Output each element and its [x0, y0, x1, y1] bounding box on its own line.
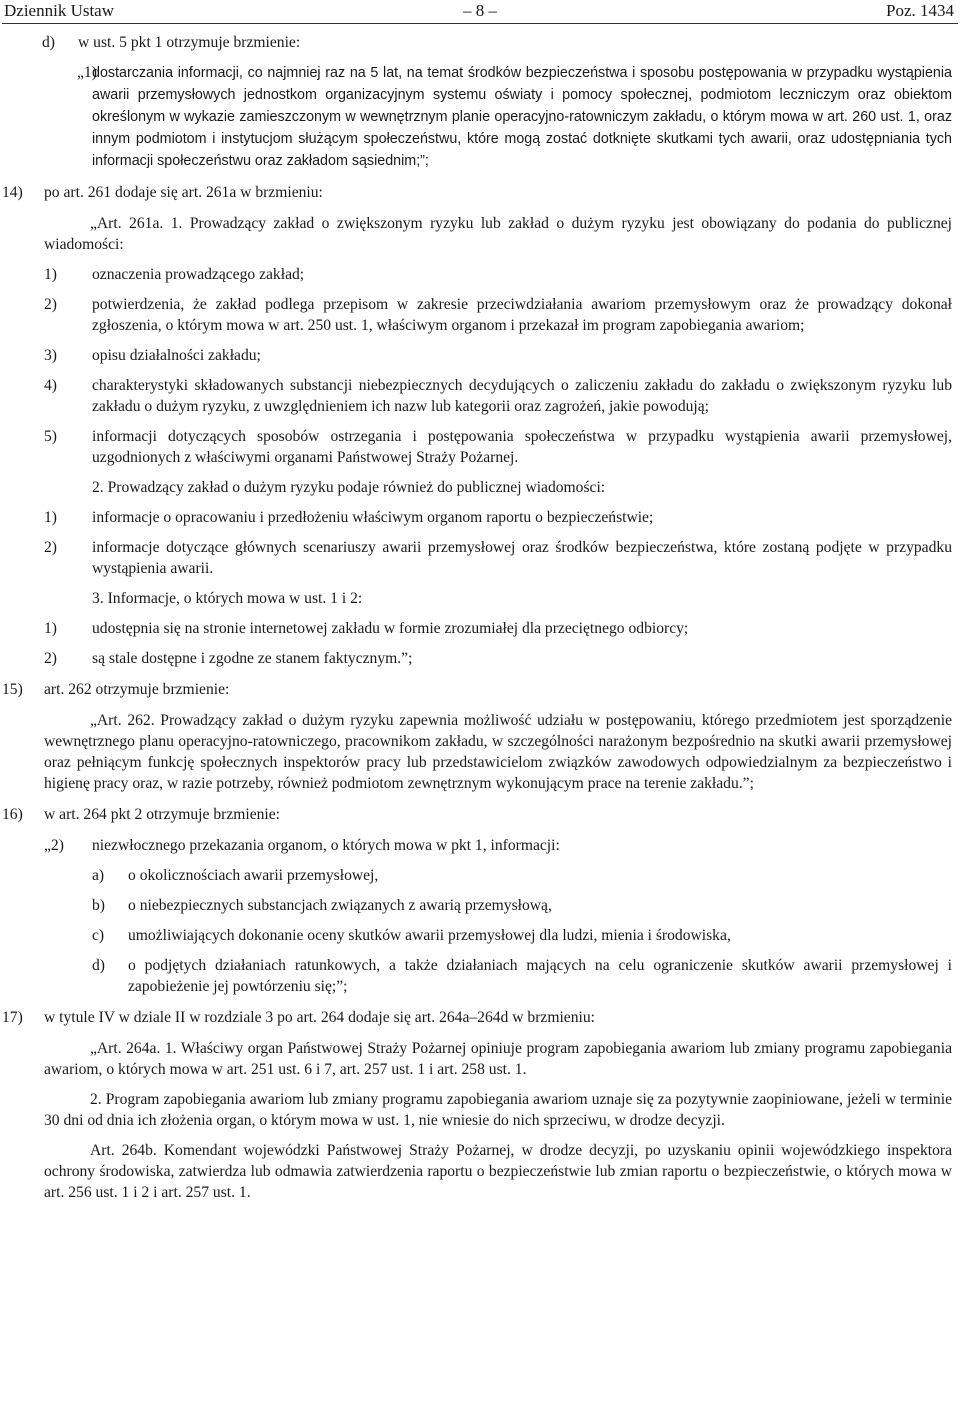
point-label: 14) [2, 184, 23, 201]
point-label: 15) [2, 681, 23, 698]
art-261a-item-5 [0, 426, 960, 468]
art-261a-ust2-item-2 [0, 537, 960, 579]
art-261a-intro: „Art. 261a. 1. Prowadzący zakład o zwiększonym ryzyku lub zakład o dużym ryzyku jest obowiązany do podania do publicznej wiadomości: [44, 215, 952, 253]
point-d [0, 32, 960, 53]
point-text: w tytule IV w dziale II w rozdziale 3 po art. 264 dodaje się art. 264a–264d w brzmieniu: [44, 1009, 595, 1026]
item-text: są stale dostępne i zgodne ze stanem faktycznym.”; [92, 650, 413, 667]
point-label: d) [42, 34, 55, 51]
sub-text: o niebezpiecznych substancjach związanych z awarią przemysłową, [128, 897, 552, 914]
art-264a-ust-2: 2. Program zapobiegania awariom lub zmiany programu zapobiegania awariom uznaje się za pozytywnie zaopiniowane, jeżeli w terminie 30 dni od dnia ich złożenia organ, o którym mowa w ust. 1, nie wniesie do nich sprzeciwu, w drodze decyzji. [44, 1091, 952, 1129]
item-text: informacje o opracowaniu i przedłożeniu właściwym organom raportu o bezpieczeństwie; [92, 509, 654, 526]
point-15 [0, 679, 960, 700]
page-number: – 8 – [463, 1, 497, 20]
point-14 [0, 182, 960, 203]
item-text: informacje dotyczące głównych scenariuszy awarii przemysłowej oraz środków bezpieczeństwa, które zostaną podjęte w przypadku wystąpienia awarii. [92, 539, 952, 577]
item-label: 2) [44, 650, 57, 667]
art-261a-ust-3: 3. Informacje, o których mowa w ust. 1 i 2: [92, 590, 363, 607]
item-text: niezwłocznego przekazania organom, o których mowa w pkt 1, informacji: [92, 837, 560, 854]
point-d-item-1 [0, 62, 960, 172]
point-17 [0, 1007, 960, 1028]
point-text: po art. 261 dodaje się art. 261a w brzmieniu: [44, 184, 323, 201]
art-261a-ust3-item-2 [0, 648, 960, 669]
item-text: charakterystyki składowanych substancji niebezpiecznych decydujących o zaliczeniu zakładu do zakładu o zwiększonym ryzyku lub zakładu o dużym ryzyku, z uwzględnieniem ich nazw lub kategorii oraz zagrożeń, jakie powodują; [92, 377, 952, 415]
art-261a-ust-2: 2. Prowadzący zakład o dużym ryzyku podaje również do publicznej wiadomości: [92, 479, 606, 496]
item-text: informacji dotyczących sposobów ostrzegania i postępowania społeczeństwa w przypadku wystąpienia awarii przemysłowej, uzgodnionych z właściwymi organami Państwowej Straży Pożarnej. [92, 428, 952, 466]
item-text: opisu działalności zakładu; [92, 347, 261, 364]
art-261a-ust2-item-1 [0, 507, 960, 528]
point-16-item-2 [0, 835, 960, 856]
item-label: 4) [44, 377, 57, 394]
item-label: 3) [44, 347, 57, 364]
sub-label: c) [92, 927, 105, 944]
point-text: w ust. 5 pkt 1 otrzymuje brzmienie: [78, 34, 301, 51]
point-label: 17) [2, 1009, 23, 1026]
point-label: 16) [2, 806, 23, 823]
item-label: 2) [44, 296, 57, 313]
item-label: „1) [77, 64, 97, 81]
point-text: art. 262 otrzymuje brzmienie: [44, 681, 230, 698]
art-261a-item-1 [0, 264, 960, 285]
item-text: potwierdzenia, że zakład podlega przepisom w zakresie przeciwdziałania awariom przemysłowym oraz że prowadzący dokonał zgłoszenia, o którym mowa w art. 250 ust. 1, właściwym organom i przekazał im program zapobiegania awariom; [92, 296, 952, 334]
point-16-sub-a [0, 865, 960, 886]
art-261a-item-4 [0, 375, 960, 417]
art-261a-ust3-item-1 [0, 618, 960, 639]
position-number: Poz. 1434 [886, 1, 954, 20]
item-text: dostarczania informacji, co najmniej raz na 5 lat, na temat środków bezpieczeństwa i sposobu postępowania w przypadku wystąpienia awarii przemysłowych jednostkom organizacyjnym systemu oświaty i pomocy społecznej, podmiotom leczniczym oraz obiektom określonym w wykazie zamieszczonym w wewnętrznym planie operacyjno-ratowniczym zakładu, o którym mowa w art. 260 ust. 1, oraz innym podmiotom i instytucjom służącym społeczeństwu, które mogą zostać dotknięte skutkami tych awarii, oraz udostępniania tych informacji społeczeństwu oraz zakładom sąsiednim;”; [92, 65, 952, 169]
item-text: oznaczenia prowadzącego zakład; [92, 266, 305, 283]
sub-label: b) [92, 897, 105, 914]
sub-text: umożliwiających dokonanie oceny skutków awarii przemysłowej dla ludzi, mienia i środowiska, [128, 927, 731, 944]
item-text: udostępnia się na stronie internetowej zakładu w formie zrozumiałej dla przeciętnego odbiorcy; [92, 620, 689, 637]
sub-label: a) [92, 867, 105, 884]
sub-text: o okolicznościach awarii przemysłowej, [128, 867, 379, 884]
art-264b: Art. 264b. Komendant wojewódzki Państwowej Straży Pożarnej, w drodze decyzji, po uzyskaniu opinii wojewódzkiego inspektora ochrony środowiska, zatwierdza lub odmawia zatwierdzenia raportu o bezpieczeństwie lub zmian raportu o bezpieczeństwie, o których mowa w art. 256 ust. 1 i 2 i art. 257 ust. 1. [44, 1142, 952, 1201]
point-16-sub-c [0, 925, 960, 946]
sub-text: o podjętych działaniach ratunkowych, a także działaniach mających na celu ograniczenie skutków awarii przemysłowej i zapobieżenie jej powtórzeniu się;”; [128, 957, 952, 995]
point-16-sub-d [0, 955, 960, 997]
art-261a-item-2 [0, 294, 960, 336]
item-label: 1) [44, 509, 57, 526]
item-label: 1) [44, 620, 57, 637]
header-rule [2, 23, 958, 24]
art-261a-item-3 [0, 345, 960, 366]
sub-label: d) [92, 957, 105, 974]
item-label: 2) [44, 539, 57, 556]
point-16 [0, 804, 960, 825]
point-text: w art. 264 pkt 2 otrzymuje brzmienie: [44, 806, 281, 823]
item-label: 5) [44, 428, 57, 445]
item-label: „2) [44, 837, 64, 854]
art-262: „Art. 262. Prowadzący zakład o dużym ryzyku zapewnia możliwość udziału w postępowaniu, którego przedmiotem jest sporządzenie wewnętrznego planu operacyjno-ratowniczego, pracownikom zakładu, w szczególności narażonym bezpośrednio na skutki awarii przemysłowej oraz pełniącym funkcję społecznych inspektorów pracy lub przedstawicielom związków zawodowych odpowiedzialnym za bezpieczeństwo i higienę pracy oraz, w razie potrzeby, również podmiotom zewnętrznym wykonującym prace na terenie zakładu.”; [44, 712, 952, 792]
art-264a-ust-1: „Art. 264a. 1. Właściwy organ Państwowej Straży Pożarnej opiniuje program zapobiegania awariom lub zmiany programu zapobiegania awariom, o których mowa w art. 251 ust. 6 i 7, art. 257 ust. 1 i art. 258 ust. 1. [44, 1040, 952, 1078]
journal-title: Dziennik Ustaw [4, 1, 115, 20]
item-label: 1) [44, 266, 57, 283]
page-header [0, 0, 960, 22]
point-16-sub-b [0, 895, 960, 916]
document-body [0, 32, 960, 1203]
